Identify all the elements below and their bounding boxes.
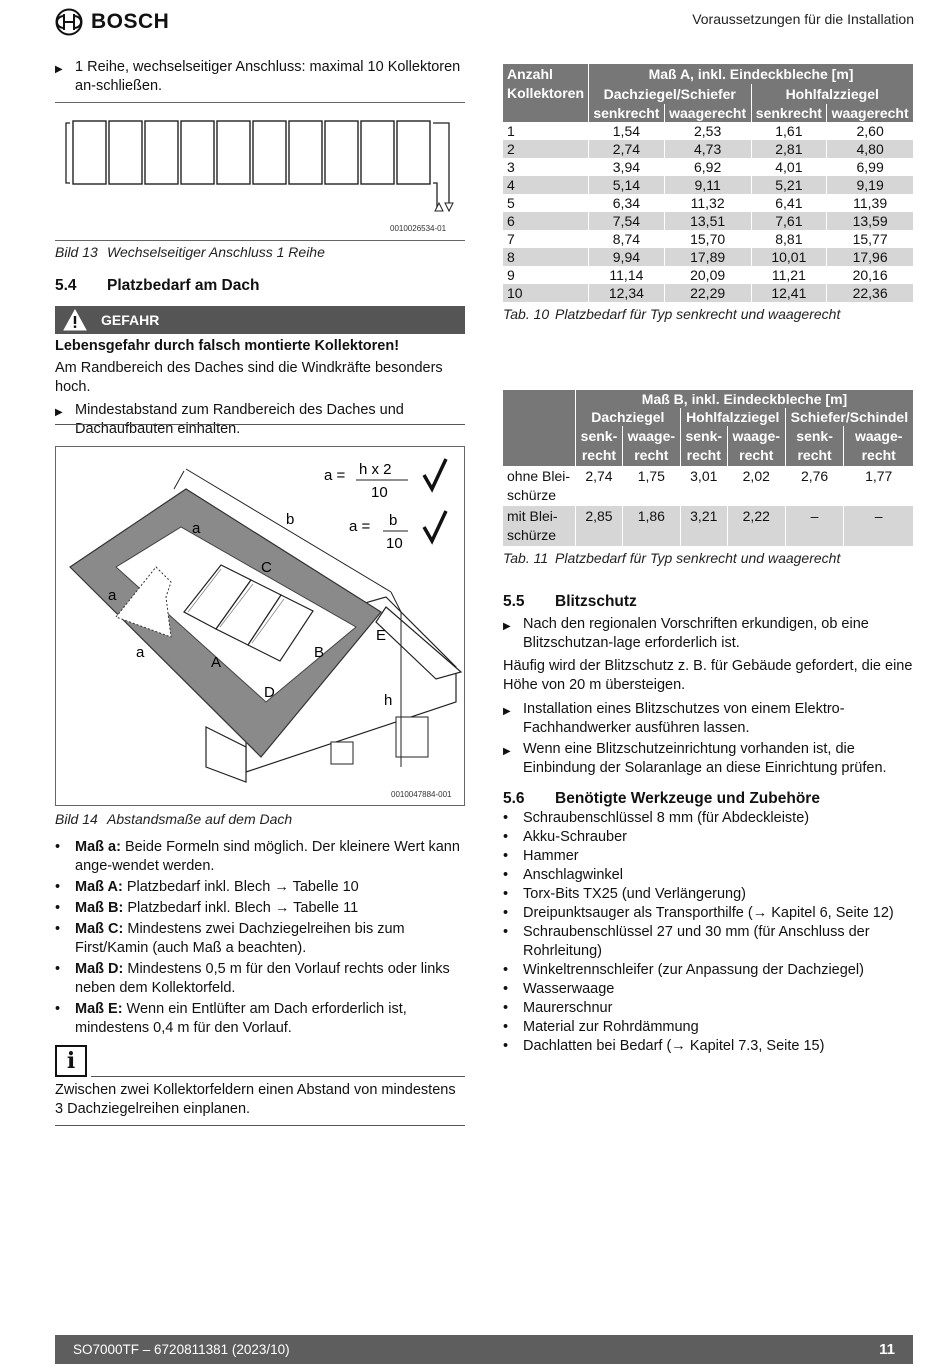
fig13-caption: Bild 13 Wechselseitiger Anschluss 1 Reihe [55,244,325,260]
measure-text: Platzbedarf inkl. Blech → Tabelle 11 [123,900,359,916]
t11-h-mass: Maß B, inkl. Eindeckbleche [m] [576,390,914,408]
fig14-caption: Bild 14 Abstandsmaße auf dem Dach [55,811,293,827]
table-cell: 15,77 [827,230,914,248]
warning-triangle-icon [63,309,87,331]
danger-label: GEFAHR [101,312,160,328]
label-A: A [211,654,222,671]
table-cell: 8,81 [751,230,827,248]
sec55-bullet: ▶ Nach den regionalen Vorschriften erkundigen, ob eine Blitzschutzan-lage erforderlich ist. [503,615,869,651]
dot-bullet-icon: • [503,867,509,884]
measure-text: Mindestens 0,5 m für den Vorlauf rechts oder links neben dem Kollektorfeld. [75,961,450,996]
table-row [503,266,914,284]
t10-h-anzahl: Anzahl Kollektoren [503,64,589,104]
t11-sub: senk-recht [576,426,623,466]
table-cell: 7 [503,230,589,248]
t11-caption: Tab. 11 Platzbedarf für Typ senkrecht und waagerecht [503,550,841,566]
table-cell: 2,02 [727,466,785,506]
table-cell: ohne Blei-schürze [503,466,576,506]
danger-heading: Lebensgefahr durch falsch montierte Kollektoren! [55,338,400,354]
table-cell: 7,61 [751,212,827,230]
measure-text: Mindestens zwei Dachziegelreihen bis zum First/Kamin (auch Maß a beachten). [75,921,405,956]
measure-term: Maß a: [75,839,121,855]
measure-term: Maß B: [75,900,124,916]
table-row [503,466,914,506]
bosch-armature-icon [55,8,83,36]
table-cell: 11,32 [664,194,751,212]
sec55-bullet: ▶ Installation eines Blitzschutzes von einem Elektro-Fachhandwerker ausführen lassen. [503,700,845,736]
label-h: h [384,692,393,709]
figure-14 [55,446,465,806]
table-11 [503,390,914,566]
page-number: 11 [879,1341,895,1358]
check-icon [424,459,446,489]
measure-item [55,960,465,998]
t11-sub: senk-recht [680,426,727,466]
label-D: D [264,684,275,701]
table-cell: 12,34 [589,284,665,302]
tool-item: • Hammer [503,848,579,865]
t11-sub: waage-recht [622,426,680,466]
label-a: a [192,520,201,537]
tools-list [503,809,914,1056]
table-cell: 17,89 [664,248,751,266]
table-cell: 7,54 [589,212,665,230]
left-column [55,58,465,98]
table-cell: 6,92 [664,158,751,176]
measure-term: Maß C: [75,921,124,937]
table-cell: 8,74 [589,230,665,248]
measure-text: Wenn ein Entlüfter am Dach erforderlich ist, mindestens 0,4 m für den Vorlauf. [75,1001,407,1036]
measure-item [55,1000,465,1038]
t10-sub: senkrecht [751,104,827,122]
dot-bullet-icon: • [503,829,509,846]
tool-item: • Schraubenschlüssel 27 und 30 mm (für Anschluss der Rohrleitung) [503,924,870,960]
section-5-4-heading: 5.4 Platzbedarf am Dach [55,277,260,294]
dot-bullet-icon: • [503,1000,509,1017]
t10-sub: waagerecht [827,104,914,122]
figure-13 [55,102,465,241]
formula2-num: b [389,512,398,529]
tool-item: • Material zur Rohrdämmung [503,1019,699,1036]
measure-item [55,920,465,958]
dot-bullet-icon: • [55,879,61,895]
table-cell: mit Blei-schürze [503,506,576,546]
table-cell: 1,75 [622,466,680,506]
table-row [503,122,914,140]
section-5-6 [503,789,914,1056]
table-cell: 22,36 [827,284,914,302]
danger-text: Am Randbereich des Daches sind die Windkräfte besonders hoch. [55,360,443,395]
table-cell: 1,77 [844,466,914,506]
triangle-bullet-icon: ▶ [503,745,511,757]
dot-bullet-icon: • [55,921,61,937]
triangle-bullet-icon: ▶ [55,64,63,75]
table-cell: 5 [503,194,589,212]
table-cell: 3,21 [680,506,727,546]
formula2-den: 10 [386,535,403,552]
table-row [503,248,914,266]
fig13-id: 0010026534-01 [390,224,447,233]
info-text: Zwischen zwei Kollektorfeldern einen Abstand von mindestens 3 Dachziegelreihen einplanen. [55,1082,456,1117]
sec55-bullet: ▶ Wenn eine Blitzschutzeinrichtung vorhanden ist, die Einbindung der Solaranlage an diese Einrichtung prüfen. [503,740,887,776]
measure-term: Maß D: [75,961,124,977]
dot-bullet-icon: • [55,961,61,977]
table-cell: – [785,506,844,546]
roof-distance-diagram [56,447,464,805]
label-B: B [314,644,325,661]
t11-sub: waage-recht [844,426,914,466]
table-cell: 3,94 [589,158,665,176]
measure-item [55,899,465,918]
intro-bullet: ▶ 1 Reihe, wechselseitiger Anschluss: maximal 10 Kollektoren an-schließen. [55,59,461,94]
measure-term: Maß A: [75,879,123,895]
dot-bullet-icon: • [55,1001,61,1017]
table-cell: 11,14 [589,266,665,284]
danger-bullet: ▶ Mindestabstand zum Randbereich des Daches und Dachaufbauten einhalten. [55,402,404,437]
danger-bar [55,306,465,334]
triangle-bullet-icon: ▶ [503,620,511,632]
dot-bullet-icon: • [503,905,509,922]
table-row [503,194,914,212]
t10-h-mass: Maß A, inkl. Eindeckbleche [m] [589,64,914,84]
t10-h-group1: Dachziegel/Schiefer [589,84,751,104]
table-cell: 6,34 [589,194,665,212]
table-cell: 2 [503,140,589,158]
info-box [55,1045,465,1126]
brand-name: BOSCH [91,10,170,33]
triangle-bullet-icon: ▶ [503,705,511,717]
fig14-id: 0010047884-001 [391,790,452,799]
table-cell: – [844,506,914,546]
section-5-6-heading: 5.6 Benötigte Werkzeuge und Zubehöre [503,790,820,807]
table-cell: 3,01 [680,466,727,506]
dot-bullet-icon: • [503,848,509,865]
t11-group: Hohlfalzziegel [680,408,785,426]
formula1-den: 10 [371,484,388,501]
table-cell: 4 [503,176,589,194]
table-cell: 2,22 [727,506,785,546]
table-cell: 13,59 [827,212,914,230]
table-cell: 13,51 [664,212,751,230]
t11-sub: senk-recht [785,426,844,466]
measure-term: Maß E: [75,1001,123,1017]
tool-item: • Akku-Schrauber [503,829,627,846]
tool-item: • Anschlagwinkel [503,867,623,884]
formula1-num: h x 2 [359,461,392,478]
footer-bar [55,1335,913,1364]
info-icon: i [55,1045,87,1077]
table-row [503,506,914,546]
table-cell: 3 [503,158,589,176]
table-cell: 6,99 [827,158,914,176]
t11-group: Schiefer/Schindel [785,408,913,426]
table-cell: 9,94 [589,248,665,266]
label-E: E [376,627,387,644]
collector-row-diagram [55,103,465,240]
formula2-lhs: a = [349,518,371,535]
measure-item [55,838,465,876]
table-cell: 4,73 [664,140,751,158]
table-row [503,212,914,230]
t10-h-group2: Hohlfalzziegel [751,84,914,104]
sec55-paragraph: Häufig wird der Blitzschutz z. B. für Gebäude gefordert, die eine Höhe von 20 m übersteigen. [503,657,913,693]
table-cell: 4,01 [751,158,827,176]
t10-sub: senkrecht [589,104,665,122]
label-C: C [261,559,272,576]
table-cell: 6 [503,212,589,230]
table-cell: 11,21 [751,266,827,284]
table-10 [503,64,914,322]
measures-list [55,838,465,1040]
table-cell: 2,85 [576,506,623,546]
formula1-lhs: a = [324,467,346,484]
table-cell: 9,11 [664,176,751,194]
table-cell: 1,61 [751,122,827,140]
table-cell: 2,76 [785,466,844,506]
dot-bullet-icon: • [503,981,509,998]
dot-bullet-icon: • [503,810,509,827]
table-row [503,176,914,194]
dot-bullet-icon: • [55,839,61,855]
table-row [503,230,914,248]
triangle-bullet-icon: ▶ [55,407,63,418]
table-cell: 1,86 [622,506,680,546]
table-cell: 9 [503,266,589,284]
table-cell: 10 [503,284,589,302]
label-b: b [286,511,295,528]
table-cell: 17,96 [827,248,914,266]
section-5-5 [503,592,914,780]
table-cell: 22,29 [664,284,751,302]
table-cell: 1,54 [589,122,665,140]
danger-content [55,337,465,441]
table-cell: 1 [503,122,589,140]
table-cell: 2,81 [751,140,827,158]
measure-item [55,878,465,897]
tool-item: • Schraubenschlüssel 8 mm (für Abdeckleiste) [503,810,810,827]
measure-text: Beide Formeln sind möglich. Der kleinere Wert kann ange-wendet werden. [75,839,460,874]
table-cell: 2,53 [664,122,751,140]
tool-item: • Dachlatten bei Bedarf (→ Kapitel 7.3, Seite 15) [503,1038,825,1055]
table-cell: 20,09 [664,266,751,284]
table-cell: 11,39 [827,194,914,212]
table-cell: 15,70 [664,230,751,248]
dot-bullet-icon: • [55,900,61,916]
table-cell: 12,41 [751,284,827,302]
table-cell: 9,19 [827,176,914,194]
dot-bullet-icon: • [503,1038,509,1055]
dot-bullet-icon: • [503,962,509,979]
table-cell: 2,74 [576,466,623,506]
table-cell: 8 [503,248,589,266]
table-row [503,284,914,302]
section-title: Voraussetzungen für die Installation [692,11,914,27]
table-row [503,140,914,158]
table-cell: 20,16 [827,266,914,284]
t10-sub: waagerecht [664,104,751,122]
dot-bullet-icon: • [503,1019,509,1036]
t11-group: Dachziegel [576,408,681,426]
table-cell: 4,80 [827,140,914,158]
tool-item: • Wasserwaage [503,981,615,998]
tool-item: • Maurerschnur [503,1000,613,1017]
danger-rule [55,424,465,425]
label-a3: a [136,644,145,661]
table-row [503,158,914,176]
tool-item: • Winkeltrennschleifer (zur Anpassung der Dachziegel) [503,962,864,979]
check-icon [424,511,446,541]
section-5-5-heading: 5.5 Blitzschutz [503,593,637,610]
tool-item: • Torx-Bits TX25 (und Verlängerung) [503,886,746,903]
table-cell: 5,14 [589,176,665,194]
measure-text: Platzbedarf inkl. Blech → Tabelle 10 [122,879,359,895]
dot-bullet-icon: • [503,924,509,941]
table-cell: 5,21 [751,176,827,194]
t11-sub: waage-recht [727,426,785,466]
label-a2: a [108,587,117,604]
doc-number: SO7000TF – 6720811381 (2023/10) [73,1342,290,1357]
table-cell: 2,74 [589,140,665,158]
dot-bullet-icon: • [503,886,509,903]
table-cell: 2,60 [827,122,914,140]
table-cell: 10,01 [751,248,827,266]
brand-logo [55,8,169,36]
t10-caption: Tab. 10 Platzbedarf für Typ senkrecht und waagerecht [503,306,841,322]
tool-item: • Dreipunktsauger als Transporthilfe (→ Kapitel 6, Seite 12) [503,905,894,922]
table-cell: 6,41 [751,194,827,212]
